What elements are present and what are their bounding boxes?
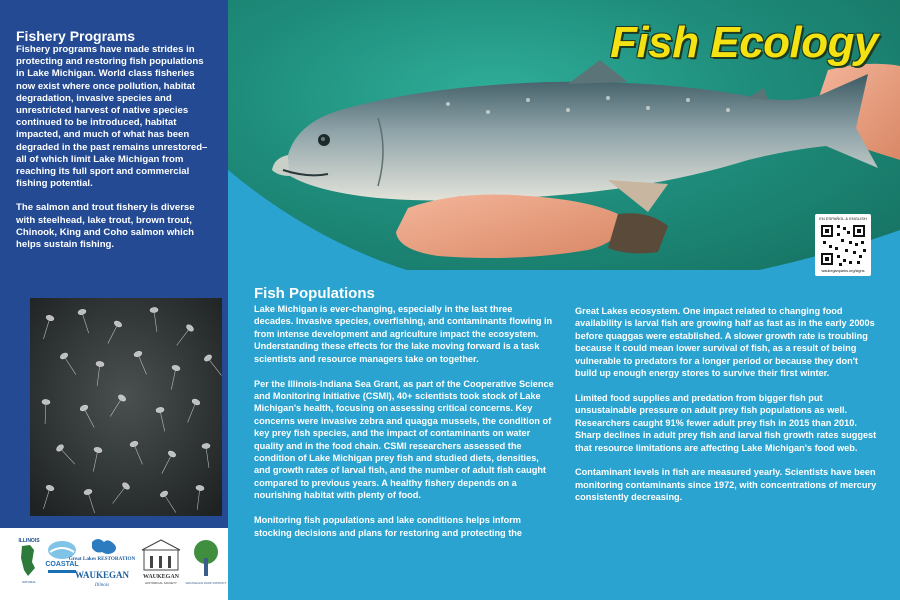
- svg-text:WAUKEGAN PARK DISTRICT: WAUKEGAN PARK DISTRICT: [185, 581, 227, 585]
- historical-society-logo: [142, 540, 180, 585]
- svg-text:WAUKEGAN: WAUKEGAN: [74, 570, 130, 580]
- sidebar-heading: Fishery Programs: [16, 28, 136, 44]
- svg-text:NATURAL: NATURAL: [22, 580, 36, 584]
- park-district-logo: [186, 540, 227, 585]
- svg-text:Great Lakes RESTORATION: Great Lakes RESTORATION: [68, 556, 136, 562]
- col2-paragraph-3: Contaminant levels in fish are measured yearly. Scientists have been monitoring contaminants since 1972, with concentrations of mercury consistently decreasing.: [575, 467, 877, 503]
- col1-paragraph-3: Monitoring fish populations and lake conditions helps inform stocking decisions and plans for restoring and protecting the: [254, 515, 523, 538]
- sponsor-logos: [0, 528, 228, 600]
- qr-code-icon: [819, 223, 867, 267]
- page-title: Fish Ecology: [610, 18, 878, 67]
- sidebar-paragraph-2: The salmon and trout fishery is diverse with steelhead, lake trout, brown trout, Chinook, King and Coho salmon which helps sustain fishing.: [16, 202, 195, 251]
- sponsor-logos-strip: [0, 528, 228, 600]
- sidebar: [0, 0, 228, 600]
- svg-text:HISTORICAL SOCIETY: HISTORICAL SOCIETY: [145, 581, 177, 585]
- qr-top-label: EN ESPAÑOL & ENGLISH: [819, 216, 867, 221]
- col2-paragraph-2: Limited food supplies and predation from bigger fish put unsustainable pressure on adult prey fish populations as well. Researchers caught 91% fewer adult prey fish in 2015 than 2010. Sharp declines in adult prey fish and larval fish growth rates suggest that resource limitations are affecting Lake Michigan's food web.: [575, 392, 877, 453]
- section-heading: Fish Populations: [254, 285, 375, 302]
- larval-fish-photo: [30, 298, 222, 516]
- svg-text:Illinois: Illinois: [94, 583, 110, 588]
- sidebar-paragraph-1: Fishery programs have made strides in protecting and restoring fish populations in Lake Michigan. World class fisheries now exist where once pollution, habitat degradation, invasive species and unrestricted harvest of native species continued to be introduced, habitat impacted, and much of what has been degraded in the past remains unrestored–all of which limit Lake Michigan from reaching its full sport and commercial fishing potential.: [16, 44, 208, 190]
- svg-text:WAUKEGAN: WAUKEGAN: [142, 574, 180, 580]
- qr-url-label: waukeganparks.org/signs: [821, 269, 865, 273]
- col1-paragraph-2: Per the Illinois-Indiana Sea Grant, as part of the Cooperative Science and Monitoring Initiative (CSMI), 40+ scientists took stock of Lake Michigan's health, focusing on assessing critical concerns. Key concerns were invasive zebra and quagga mussels, the condition of key prey fish species, and the impact of contaminants on water quality and in the food chain. CSMI researchers assessed the condition of Lake Michigan prey fish and studied diets, densities, and growth rates of larval fish, and the number of adult fish caught compared to previous years. A healthy fishery depends on a nourishing habitat with plenty of food.: [254, 378, 554, 501]
- svg-text:COASTAL: COASTAL: [45, 561, 79, 568]
- text-column-1: [254, 303, 554, 539]
- great-lakes-logo: [69, 539, 136, 588]
- qr-code-card[interactable]: [815, 214, 871, 276]
- illinois-dnr-logo: [14, 536, 44, 586]
- larval-fish-illustration: [30, 298, 222, 516]
- svg-text:ILLINOIS: ILLINOIS: [18, 538, 40, 544]
- col1-paragraph-1: Lake Michigan is ever-changing, especially in the last three decades. Invasive species, overfishing, and contaminants flowing in from intense development and agriculture impact the ecosystem. Understanding these effects for the lake moving forward is a task scientists and resource managers take on together.: [254, 304, 553, 364]
- col2-paragraph-1: Great Lakes ecosystem. One impact related to changing food availability is larval fish are growing half as fast as in the early 2000s before quaggas were established. A slower growth rate is troubling because it could mean lower survival of fish, as a result of being vulnerable to predators for a longer period or because they don't build up enough energy stores to survive their first winter.: [575, 306, 875, 379]
- text-column-2: [575, 305, 880, 504]
